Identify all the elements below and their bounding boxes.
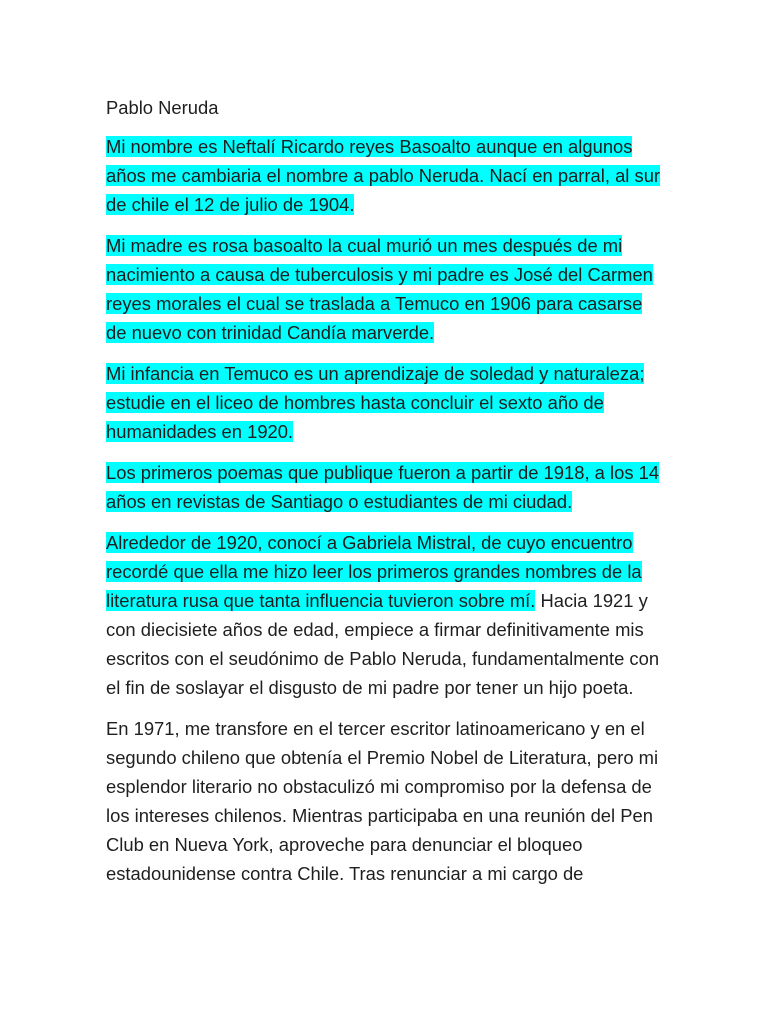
paragraph-5: [106, 528, 666, 702]
plain-text: Hacia 1921 y con diecisiete años de edad, empiece a firmar definitivamente mis escritos con el seudónimo de Pablo Neruda, fundamentalmente con el fin de soslayar el disgusto de mi padre por tener un hijo poeta.: [106, 590, 660, 698]
document-body: [106, 93, 666, 900]
document-title: Pablo Neruda: [106, 97, 219, 118]
highlighted-text: Alrededor de 1920, conocí a Gabriela Mistral, de cuyo encuentro recordé que ella me hizo leer los primeros grandes nombres de la literatura rusa que tanta influencia tuvieron sobre mí.: [106, 532, 642, 611]
plain-text: En 1971, me transfore en el tercer escritor latinoamericano y en el segundo chileno que obtenía el Premio Nobel de Literatura, pero mi esplendor literario no obstaculizó mi compromiso por la defensa de los intereses chilenos. Mientras participaba en una reunión del Pen Club en Nueva York, aproveche para denunciar el bloqueo estadounidense contra Chile. Tras renunciar a mi cargo de: [106, 718, 659, 884]
paragraph-1: [106, 132, 666, 219]
paragraph-4: [106, 458, 666, 516]
paragraph-3: [106, 359, 666, 446]
highlighted-text: Mi madre es rosa basoalto la cual murió un mes después de mi nacimiento a causa de tuberculosis y mi padre es José del Carmen reyes morales el cual se traslada a Temuco en 1906 para casarse de nuevo con trinidad Candía marverde.: [106, 235, 653, 343]
paragraph-2: [106, 231, 666, 347]
highlighted-text: Mi infancia en Temuco es un aprendizaje de soledad y naturaleza; estudie en el liceo de hombres hasta concluir el sexto año de humanidades en 1920.: [106, 363, 645, 442]
highlighted-text: Mi nombre es Neftalí Ricardo reyes Basoalto aunque en algunos años me cambiaria el nombre a pablo Neruda. Nací en parral, al sur de chile el 12 de julio de 1904.: [106, 136, 661, 215]
paragraph-6: [106, 714, 666, 888]
highlighted-text: Los primeros poemas que publique fueron a partir de 1918, a los 14 años en revistas de Santiago o estudiantes de mi ciudad.: [106, 462, 660, 512]
